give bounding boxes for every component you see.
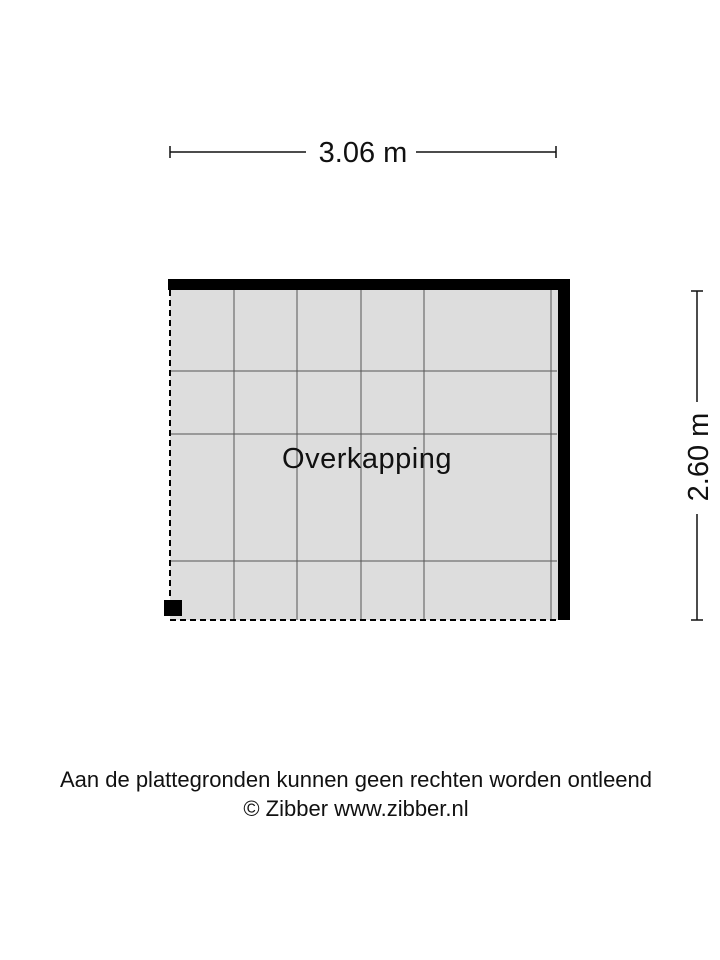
copyright-text: © Zibber www.zibber.nl (243, 796, 469, 821)
depth-dimension-label: 2.60 m (683, 412, 715, 502)
width-dimension-label: 3.06 m (318, 137, 408, 169)
wall-right (558, 279, 570, 620)
wall-top (168, 279, 570, 290)
width-dimension (170, 137, 556, 169)
disclaimer-text: Aan de plattegronden kunnen geen rechten worden ontleend (59, 767, 653, 792)
depth-dimension (683, 291, 715, 620)
room-label: Overkapping (282, 443, 452, 475)
corner-post (164, 600, 182, 616)
